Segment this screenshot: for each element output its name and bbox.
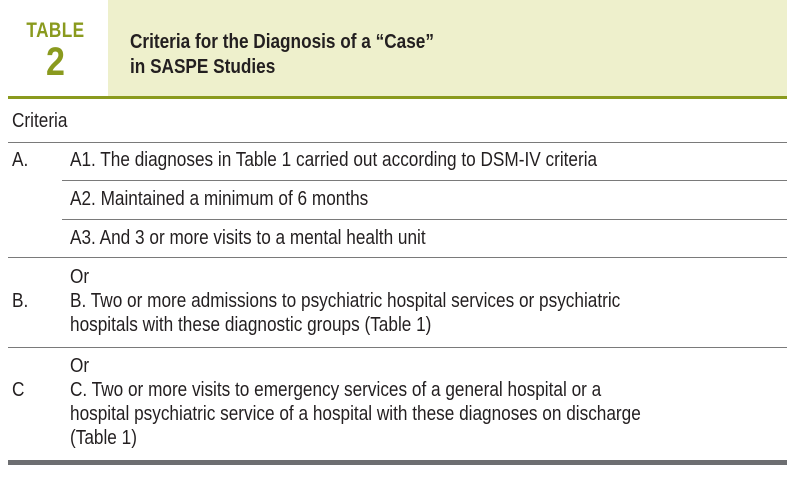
criteria-line: A3. And 3 or more visits to a mental health unit <box>70 227 426 249</box>
row-divider <box>8 257 787 258</box>
criteria-line: C. Two or more visits to emergency services of a general hospital or a <box>70 379 602 401</box>
criteria-line: hospitals with these diagnostic groups (Table 1) <box>70 314 432 336</box>
row-divider <box>62 219 787 220</box>
criteria-text <box>70 265 620 337</box>
title-box <box>108 0 787 96</box>
row-label: A. <box>12 149 29 171</box>
top-rule <box>8 96 787 99</box>
criteria-line: (Table 1) <box>70 427 137 449</box>
criteria-line: A2. Maintained a minimum of 6 months <box>70 188 369 210</box>
criteria-text <box>70 148 597 172</box>
row-divider <box>8 142 787 143</box>
table-header <box>0 0 787 96</box>
criteria-line: A1. The diagnoses in Table 1 carried out according to DSM-IV criteria <box>70 149 598 171</box>
bottom-rule <box>8 460 787 465</box>
row-label: B. <box>12 290 29 312</box>
row-divider <box>8 347 787 348</box>
table-number: 2 <box>46 40 65 84</box>
criteria-line: Or <box>70 355 90 377</box>
column-header-criteria: Criteria <box>12 110 68 132</box>
table-title <box>130 30 434 80</box>
table-label <box>8 0 103 96</box>
row-label: C <box>12 379 25 401</box>
criteria-line: B. Two or more admissions to psychiatric hospital services or psychiatric <box>70 290 621 312</box>
criteria-line: hospital psychiatric service of a hospital with these diagnoses on discharge <box>70 403 641 425</box>
criteria-text <box>70 187 368 211</box>
criteria-text <box>70 354 641 450</box>
table-tag-word: TABLE <box>26 19 85 42</box>
criteria-line: Or <box>70 266 90 288</box>
criteria-text <box>70 226 426 250</box>
row-divider <box>62 180 787 181</box>
table-title-line: Criteria for the Diagnosis of a “Case” <box>130 31 434 53</box>
table-title-line: in SASPE Studies <box>130 56 276 78</box>
